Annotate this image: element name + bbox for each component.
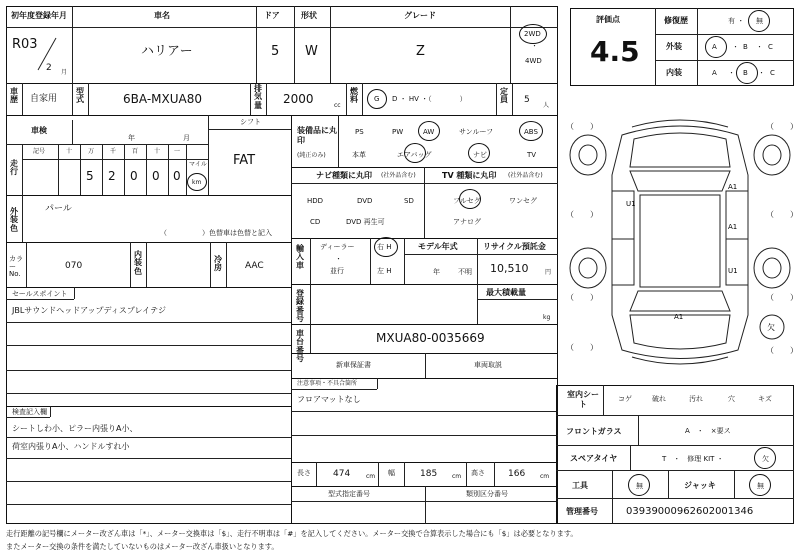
drive-2wd: 2WD	[524, 30, 541, 38]
color-no-label: カラーNo.	[9, 255, 23, 279]
mileage-unit-2: 千	[110, 148, 117, 155]
tools-none: 無	[636, 482, 643, 490]
exterior-note: （ ）色替車は色替と記入	[160, 229, 272, 237]
nav-cd: CD	[310, 218, 321, 226]
manual-label: 車両取説	[474, 361, 502, 369]
door-label: ドア	[264, 11, 280, 20]
vehicle-name: ハリアー	[141, 44, 193, 59]
mark-u1-left: U1	[626, 200, 636, 208]
mark-u1-right: U1	[728, 267, 738, 275]
usage-value: 自家用	[30, 94, 58, 104]
exterior-value: パール	[45, 204, 72, 214]
bracket-tr: （ ）	[766, 122, 798, 131]
repair-none-circle	[748, 10, 770, 32]
model-year-year: 年	[433, 268, 440, 276]
seats-label: 室内シート	[567, 390, 599, 410]
interior-color-label: 内装色	[134, 250, 142, 276]
spare-none-circle	[754, 447, 776, 469]
mileage-unit-1: 万	[88, 148, 95, 155]
jack-none: 無	[757, 482, 764, 490]
shift-value: FAT	[233, 153, 256, 168]
nav-sub: (社外品含む)	[381, 172, 416, 179]
model-year-value: 不明	[458, 268, 472, 276]
ext-dot-1: ・	[732, 43, 739, 51]
equip-abs-circle	[519, 121, 543, 141]
mileage-unit-3: 百	[132, 148, 139, 155]
chassis-value: MXUA80-0035669	[376, 331, 485, 345]
model-name-label: 車名	[154, 11, 170, 20]
nav-dvd-play: DVD 再生可	[346, 218, 385, 226]
drive-4wd: 4WD	[525, 57, 542, 65]
drive-dot: ・	[531, 42, 538, 50]
ac-value: AAC	[245, 261, 264, 271]
shift-label: シフト	[240, 118, 261, 126]
reg-no-label: 登録番号	[296, 289, 304, 324]
exterior-label: 外装色	[10, 207, 18, 233]
sales-label: セールスポイント	[12, 290, 68, 298]
grade-label: グレード	[404, 11, 436, 20]
mgmt-value: 03939000962602001346	[626, 506, 754, 517]
reg-month: 2	[46, 63, 52, 73]
repair-none: 無	[756, 17, 763, 25]
fuel-label: 燃料	[350, 87, 358, 105]
mark-missing: 欠	[767, 323, 775, 332]
mark-a1-rear: A1	[674, 313, 684, 321]
int-grade-c: C	[770, 69, 775, 77]
mileage-digit-0: 5	[86, 169, 94, 183]
spare-opts: T ・ 修理 KIT ・	[662, 455, 724, 463]
seats-koge: コゲ	[618, 395, 632, 403]
disp-label: 排気量	[254, 84, 262, 110]
reg-era-year: R03	[12, 37, 38, 52]
import-parallel: 並行	[330, 267, 344, 275]
equip-navi-circle	[468, 143, 490, 163]
bracket-bmr: （ ）	[766, 346, 798, 355]
nav-sd: SD	[404, 197, 414, 205]
equip-sunroof: サンルーフ	[459, 128, 494, 136]
recycle-value: 10,510	[490, 262, 529, 275]
bracket-bl: （ ）	[566, 293, 598, 302]
bracket-mr: （ ）	[766, 210, 798, 219]
int-grade-b: B	[743, 69, 748, 77]
equip-tv: TV	[527, 151, 537, 159]
km-circle	[187, 173, 207, 191]
bracket-tl: （ ）	[566, 122, 598, 131]
score-value: 4.5	[590, 35, 640, 68]
ac-label: 冷房	[214, 255, 222, 273]
tools-none-circle	[628, 474, 650, 496]
fuel-g: G	[374, 95, 380, 103]
tv-oneseg: ワンセグ	[509, 197, 537, 205]
max-load-label: 最大積載量	[486, 288, 526, 297]
mileage-unit-0: 十	[66, 148, 73, 155]
max-load-unit: kg	[543, 314, 551, 321]
notes-label: 注意事項・不具合箇所	[297, 380, 358, 387]
repair-label: 修復歴	[664, 16, 688, 25]
nav-dvd: DVD	[357, 197, 373, 205]
ext-grade-a: A	[712, 43, 717, 51]
import-left: 左 H	[377, 267, 392, 275]
mile-label: マイル	[189, 161, 207, 168]
color-no-value: 070	[65, 261, 83, 271]
type-value: 6BA-MXUA80	[123, 92, 202, 106]
seats-ana: 穴	[728, 395, 735, 403]
mileage-unit-4: 十	[154, 148, 161, 155]
inspection-month: 月	[183, 134, 190, 142]
seats-yogore: 汚れ	[689, 395, 703, 403]
capacity-value: 5	[524, 95, 530, 105]
length-value: 474	[333, 469, 351, 479]
inspection-label: 車検	[31, 126, 47, 135]
equip-abs: ABS	[524, 128, 538, 136]
equip-airbag-circle	[404, 143, 426, 163]
usage-label: 車歴	[10, 87, 18, 105]
vehicle-grade: Z	[416, 44, 425, 59]
inspect-notes-label: 検査記入欄	[12, 408, 47, 416]
equip-ps: PS	[355, 128, 364, 136]
equip-sub: (純正のみ)	[297, 152, 326, 159]
mileage-digit-1: 2	[108, 169, 116, 183]
mgmt-label: 管理番号	[566, 507, 598, 516]
repair-opts: 有 ・	[728, 17, 745, 25]
ext-dot-2: ・	[756, 43, 763, 51]
vehicle-shape: W	[305, 44, 318, 59]
tv-sub: (社外品含む)	[508, 172, 543, 179]
seats-kizu: キズ	[758, 395, 772, 403]
spare-none: 欠	[762, 455, 769, 463]
sales-text: JBLサウンドヘッドアップディスプレイテジ	[12, 306, 166, 315]
import-dealer: ディーラー	[320, 243, 355, 251]
exterior-score-label: 外装	[666, 42, 682, 51]
import-right: 右 H	[377, 243, 392, 251]
jack-label: ジャッキ	[684, 481, 716, 490]
km-label: km	[192, 179, 202, 186]
interior-score-label: 内装	[666, 68, 682, 77]
disp-value: 2000	[283, 92, 314, 106]
mileage-symbol-label: 記号	[33, 148, 46, 155]
tv-analog: アナログ	[453, 218, 481, 226]
ext-grade-b: B	[743, 43, 748, 51]
equip-leather: 本革	[352, 151, 366, 159]
width-unit: cm	[452, 473, 462, 480]
ext-grade-a-circle	[705, 36, 727, 58]
height-unit: cm	[540, 473, 550, 480]
capacity-label: 定員	[500, 87, 508, 105]
equip-aw: AW	[423, 128, 435, 136]
int-grade-a: A	[712, 69, 717, 77]
model-year-label: モデル年式	[418, 242, 458, 251]
spare-label: スペアタイヤ	[570, 454, 618, 463]
mileage-digit-3: 0	[152, 169, 160, 183]
import-dot: ・	[335, 255, 342, 263]
equip-navi: ナビ	[473, 151, 487, 159]
bracket-ml: （ ）	[566, 210, 598, 219]
glass-label: フロントガラス	[566, 427, 622, 436]
length-label: 長さ	[297, 469, 311, 477]
int-dot-2: ・	[758, 69, 765, 77]
notes-text: フロアマットなし	[297, 395, 361, 404]
type-label: 型式	[76, 87, 84, 105]
glass-value: A ・ ×要ス	[685, 427, 731, 435]
recycle-unit: 円	[545, 269, 552, 276]
tv-label: TV 種類に丸印	[442, 171, 497, 180]
tv-fullseg: フルセグ	[453, 197, 481, 205]
inspection-year: 年	[128, 134, 135, 142]
recycle-label: リサイクル預託金	[483, 242, 546, 251]
score-label: 評価点	[596, 15, 620, 24]
type-designation-label: 型式指定番号	[328, 490, 370, 498]
seats-yabure: 破れ	[652, 395, 666, 403]
mileage-label: 走行	[10, 159, 18, 177]
import-right-circle	[374, 237, 398, 257]
length-unit: cm	[366, 473, 376, 480]
width-label: 幅	[388, 469, 395, 477]
capacity-unit: 人	[543, 102, 550, 109]
car-diagram	[562, 105, 798, 380]
bracket-bml: （ ）	[566, 343, 598, 352]
height-label: 高さ	[471, 469, 485, 477]
shape-label: 形状	[301, 11, 317, 20]
int-dot-1: ・	[728, 69, 735, 77]
tools-label: 工具	[572, 481, 588, 490]
footer-line2: またメーター交換の条件を満たしていないものはメーター改ざん車扱いとなります。	[6, 542, 279, 551]
tv-fullseg-circle	[459, 189, 481, 209]
inspect-notes-line1: シートしわ小、ピラー内張りA小、	[12, 424, 138, 433]
equip-pw: PW	[392, 128, 404, 136]
mileage-unit-5: 一	[174, 148, 181, 155]
nav-label: ナビ種類に丸印	[316, 171, 372, 180]
jack-none-circle	[749, 474, 771, 496]
height-value: 166	[508, 469, 526, 479]
equip-label: 装備品に丸印	[297, 126, 337, 145]
chassis-label: 車台番号	[296, 329, 304, 364]
equip-airbag: エアバッグ	[397, 151, 432, 159]
inspect-notes-line2: 荷室内張りA小、ハンドルすれ小	[12, 442, 130, 451]
mark-a1-right-rear: A1	[728, 223, 738, 231]
equip-aw-circle	[418, 121, 440, 141]
warranty-label: 新車保証書	[336, 361, 371, 369]
nav-hdd: HDD	[307, 197, 324, 205]
bracket-br: （ ）	[766, 293, 798, 302]
drive-2wd-circle	[519, 24, 547, 44]
mileage-digit-2: 0	[130, 169, 138, 183]
footer-line1: 走行距離の記号欄にメーター改ざん車は「*」、メーター交換車は「$」、走行不明車は「#」を記入してください。メーター交換で合算表示した場合にも「$」は必要となります。	[6, 529, 578, 538]
reg-month-unit: 月	[61, 69, 68, 76]
class-label: 類別区分番号	[466, 490, 508, 498]
fuel-g-circle	[367, 89, 387, 109]
import-label: 輸入車	[296, 244, 304, 270]
disp-unit: cc	[334, 102, 341, 109]
vehicle-doors: 5	[271, 44, 280, 59]
ext-grade-c: C	[768, 43, 773, 51]
mileage-digit-4: 0	[173, 169, 181, 183]
fuel-options: D ・ HV ・（ ）	[392, 95, 467, 103]
width-value: 185	[420, 469, 438, 479]
first-reg-label: 初年度登録年月	[11, 11, 67, 20]
mark-a1-right-front: A1	[728, 183, 738, 191]
int-grade-b-circle	[736, 62, 758, 84]
